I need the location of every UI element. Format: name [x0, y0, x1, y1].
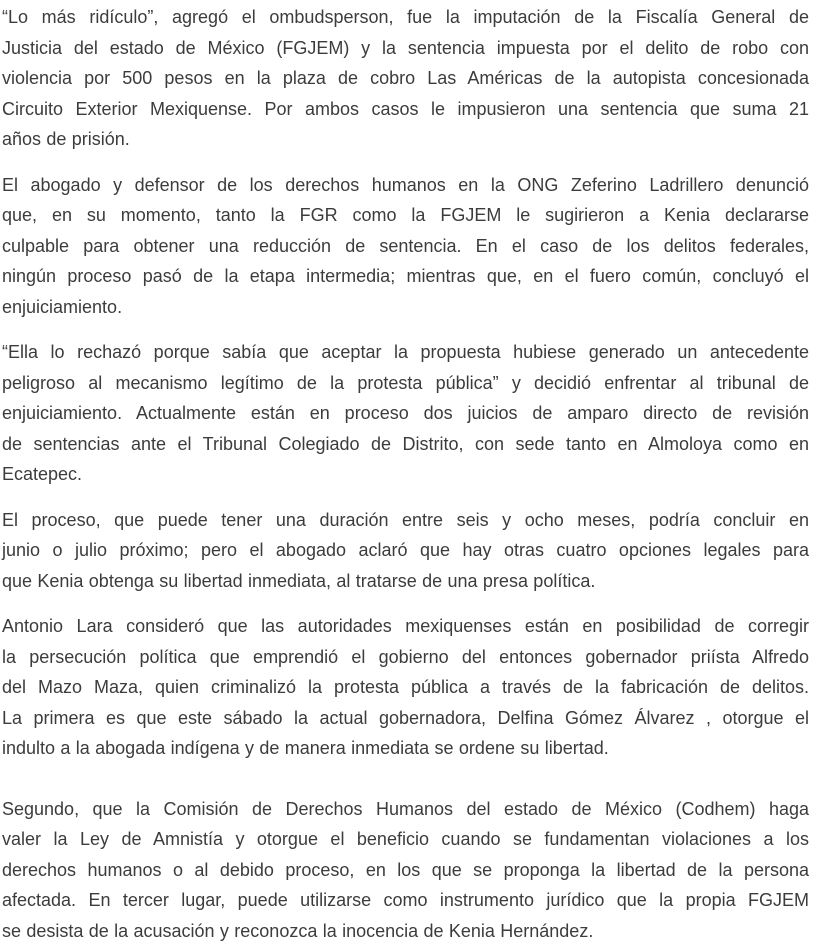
paragraph-line: Justicia del estado de México (FGJEM) y la sentencia impuesta por el delito de robo con	[2, 33, 809, 64]
paragraph-line: ningún proceso pasó de la etapa intermedia; mientras que, en el fuero común, concluyó el	[2, 261, 809, 292]
paragraph-line: Antonio Lara consideró que las autoridades mexiquenses están en posibilidad de corregir	[2, 611, 809, 642]
paragraph-line: “Ella lo rechazó porque sabía que aceptar la propuesta hubiese generado un antecedente	[2, 337, 809, 368]
paragraph-line: Circuito Exterior Mexiquense. Por ambos casos le impusieron una sentencia que suma 21	[2, 94, 809, 125]
paragraph-line: indulto a la abogada indígena y de manera inmediata se ordene su libertad.	[2, 733, 809, 764]
paragraph-line: enjuiciamiento. Actualmente están en proceso dos juicios de amparo directo de revisión	[2, 398, 809, 429]
paragraph	[2, 505, 809, 597]
paragraph-line: enjuiciamiento.	[2, 292, 809, 323]
article-body	[2, 2, 809, 946]
paragraph-line: “Lo más ridículo”, agregó el ombudsperson, fue la imputación de la Fiscalía General de	[2, 2, 809, 33]
paragraph	[2, 170, 809, 323]
paragraph-line: de sentencias ante el Tribunal Colegiado de Distrito, con sede tanto en Almoloya como en	[2, 429, 809, 460]
paragraph-line: violencia por 500 pesos en la plaza de cobro Las Américas de la autopista concesionada	[2, 63, 809, 94]
paragraph-line: Segundo, que la Comisión de Derechos Humanos del estado de México (Codhem) haga	[2, 794, 809, 825]
paragraph-line: culpable para obtener una reducción de sentencia. En el caso de los delitos federales,	[2, 231, 809, 262]
paragraph-line: que Kenia obtenga su libertad inmediata, al tratarse de una presa política.	[2, 566, 809, 597]
paragraph-line: El proceso, que puede tener una duración entre seis y ocho meses, podría concluir en	[2, 505, 809, 536]
paragraph-line: valer la Ley de Amnistía y otorgue el beneficio cuando se fundamentan violaciones a los	[2, 824, 809, 855]
paragraph-line: peligroso al mecanismo legítimo de la protesta pública” y decidió enfrentar al tribunal de	[2, 368, 809, 399]
paragraph-line: se desista de la acusación y reconozca la inocencia de Kenia Hernández.	[2, 916, 809, 946]
paragraph	[2, 611, 809, 764]
paragraph-line: junio o julio próximo; pero el abogado aclaró que hay otras cuatro opciones legales para	[2, 535, 809, 566]
paragraph-line: derechos humanos o al debido proceso, en los que se proponga la libertad de la persona	[2, 855, 809, 886]
paragraph-line: La primera es que este sábado la actual gobernadora, Delfina Gómez Álvarez , otorgue el	[2, 703, 809, 734]
paragraph-line: afectada. En tercer lugar, puede utilizarse como instrumento jurídico que la propia FGJEM	[2, 885, 809, 916]
paragraph-line: años de prisión.	[2, 124, 809, 155]
paragraph	[2, 794, 809, 946]
paragraph-line: del Mazo Maza, quien criminalizó la protesta pública a través de la fabricación de delitos.	[2, 672, 809, 703]
paragraph-line: que, en su momento, tanto la FGR como la FGJEM le sugirieron a Kenia declararse	[2, 200, 809, 231]
paragraph-line: Ecatepec.	[2, 459, 809, 490]
paragraph-line: la persecución política que emprendió el gobierno del entonces gobernador priísta Alfredo	[2, 642, 809, 673]
paragraph	[2, 2, 809, 155]
paragraph-line: El abogado y defensor de los derechos humanos en la ONG Zeferino Ladrillero denunció	[2, 170, 809, 201]
paragraph	[2, 337, 809, 490]
